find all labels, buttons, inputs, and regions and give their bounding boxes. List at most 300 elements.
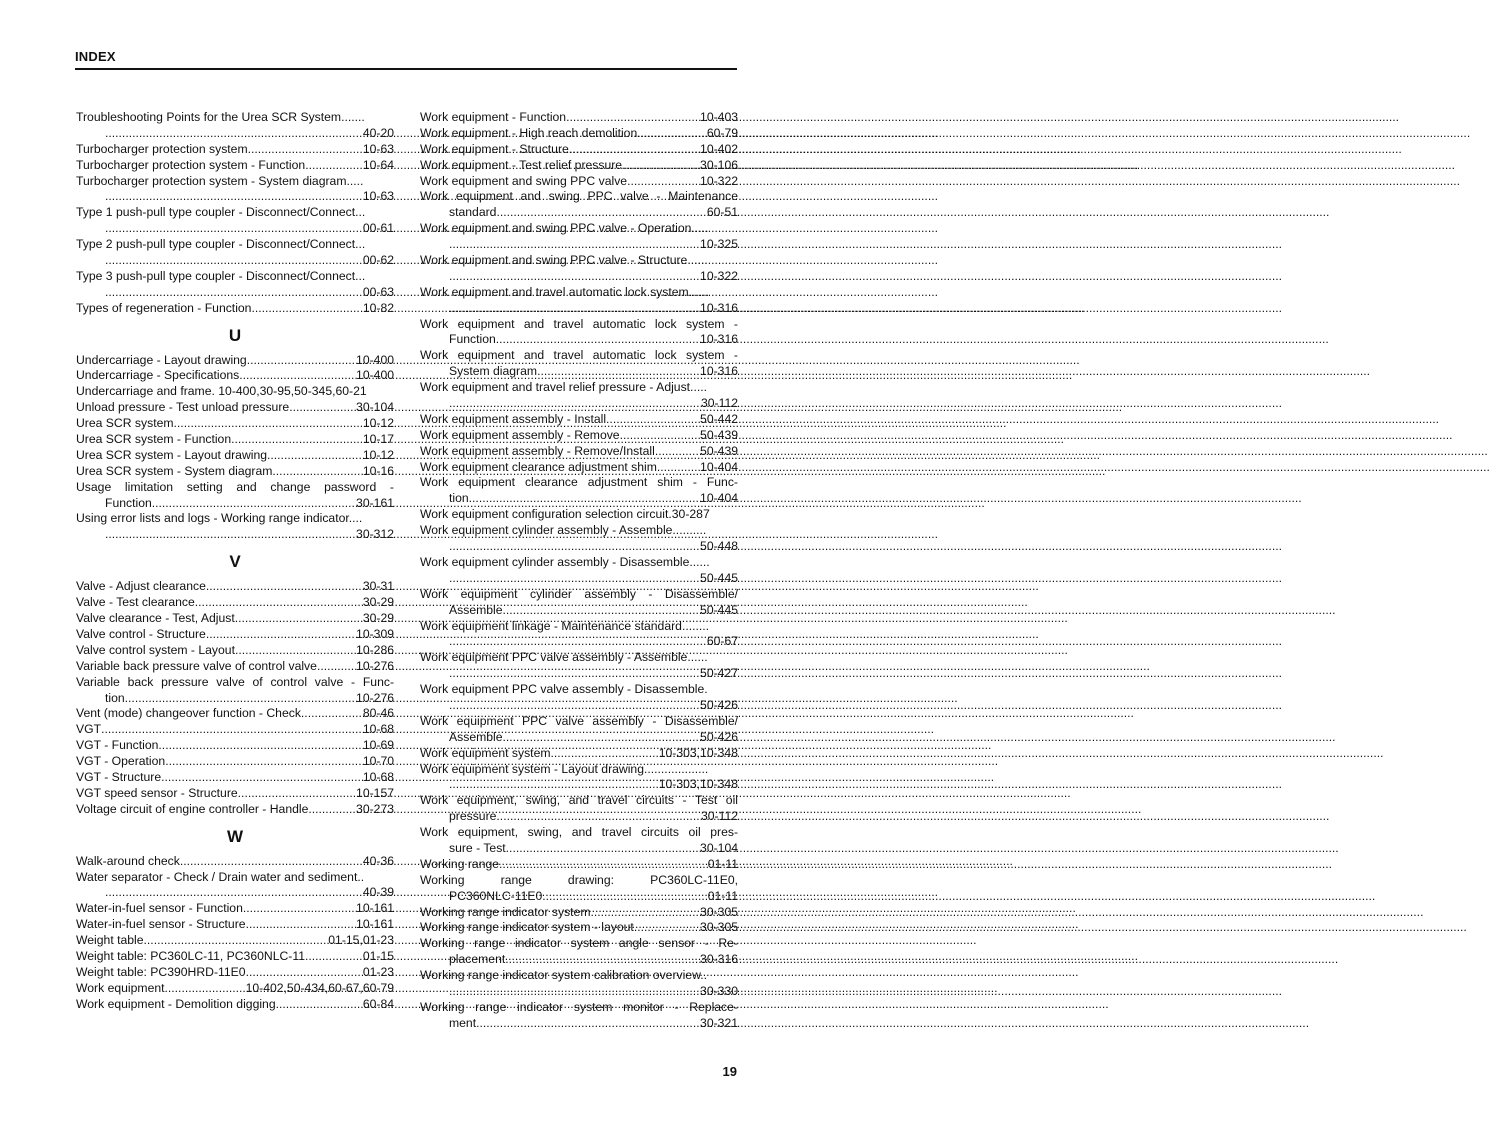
index-entry: [76, 949, 394, 965]
dot-leader: [105, 221, 363, 237]
entry-page-ref: 60-79: [706, 125, 738, 140]
entry-label: Urea SCR system - Function: [76, 432, 232, 447]
index-entry: [420, 412, 738, 428]
dot-leader: [238, 786, 356, 802]
entry-page-ref: 50-439: [700, 443, 738, 458]
index-entry-title: Type 3 push-pull type coupler - Disconnect/Connect...: [76, 268, 366, 283]
entry-page-ref: 00-62: [362, 253, 394, 268]
dot-leader: [289, 400, 356, 416]
dot-leader: [101, 722, 363, 738]
dot-leader: [267, 448, 363, 464]
page-number: 19: [722, 1064, 737, 1079]
entry-label: Working range: [420, 856, 500, 871]
index-entry-continuation: [76, 527, 394, 543]
entry-page-ref: 10-316: [700, 332, 738, 347]
dot-leader: [537, 364, 700, 380]
index-entry-continuation: [420, 237, 738, 253]
dot-leader: [634, 920, 700, 936]
dot-leader: [655, 444, 700, 460]
index-entry-continuation: [76, 126, 394, 142]
index-entry-title: Work equipment linkage - Maintenance standard........: [420, 618, 710, 633]
entry-page-ref: 10-16: [362, 463, 394, 478]
dot-leader: [569, 142, 700, 158]
entry-page-ref: 01-15: [362, 948, 394, 963]
dot-leader: [231, 432, 363, 448]
dot-leader: [449, 698, 700, 714]
entry-label: Work equipment system: [420, 745, 551, 760]
index-entry-title: Work equipment, swing, and travel circuits oil pres-: [420, 825, 738, 840]
dot-leader: [152, 496, 356, 512]
entry-page-ref: 50-426: [700, 697, 738, 712]
index-entry-title: Work equipment cylinder assembly - Disassemble......: [420, 554, 710, 569]
index-entry: [420, 857, 738, 873]
dot-leader: [499, 857, 708, 873]
entry-page-ref: 10-400: [356, 352, 394, 367]
entry-page-ref: 30-305: [700, 904, 738, 919]
entry-page-ref: 10-276: [356, 658, 394, 673]
index-entry-title: Type 1 push-pull type coupler - Disconnect/Connect...: [76, 205, 366, 220]
entry-page-ref: 10-402: [700, 141, 738, 156]
entry-page-ref: 10-322: [700, 173, 738, 188]
entry-page-ref: 10-63: [362, 141, 394, 156]
dot-leader: [235, 643, 356, 659]
index-entry: [420, 444, 738, 460]
dot-leader: [496, 332, 700, 348]
entry-page-ref: 10-161: [356, 917, 394, 932]
index-entry-title: Working range indicator system monitor - Replace-: [420, 999, 738, 1014]
entry-page-ref: 30-106: [700, 157, 738, 172]
index-entry: [76, 611, 394, 627]
dot-leader: [449, 571, 700, 587]
index-entry-continuation: [420, 809, 738, 825]
entry-page-ref: 10-303,10-348: [658, 777, 738, 792]
index-entry: [76, 722, 394, 738]
entry-page-ref: 10-69: [362, 738, 394, 753]
entry-label: VGT - Structure: [76, 769, 162, 784]
entry-label: Valve - Adjust clearance: [76, 579, 206, 594]
dot-leader: [503, 603, 701, 619]
index-entry: [420, 110, 738, 126]
dot-leader: [505, 952, 700, 968]
index-entry-continuation: [420, 841, 738, 857]
dot-leader: [247, 353, 356, 369]
index-entry: [76, 706, 394, 722]
entry-page-ref: 10-403: [700, 110, 738, 124]
entry-page-ref: 60-51: [706, 205, 738, 220]
index-entry: [420, 746, 738, 762]
entry-page-ref: 10-17: [362, 432, 394, 447]
index-entry: [76, 142, 394, 158]
index-entry-continuation: [76, 189, 394, 205]
index-entry: [76, 770, 394, 786]
entry-page-ref: 30-112: [700, 809, 738, 824]
entry-page-ref: 30-104: [700, 840, 738, 855]
entry-label: Water-in-fuel sensor - Function: [76, 901, 243, 916]
dot-leader: [305, 158, 363, 174]
index-entry: [76, 933, 394, 949]
dot-leader: [195, 595, 363, 611]
entry-label: Types of regeneration - Function: [76, 300, 252, 315]
index-entry-continuation: [420, 205, 738, 221]
dot-leader: [308, 802, 356, 818]
entry-page-ref: 10-322: [700, 268, 738, 283]
dot-leader: [620, 428, 700, 444]
dot-leader: [503, 730, 701, 746]
entry-page-ref: 60-84: [362, 996, 394, 1011]
dot-leader: [627, 174, 700, 190]
index-entry: [76, 464, 394, 480]
dot-leader: [566, 110, 700, 126]
entry-label: pressure: [449, 809, 497, 824]
dot-leader: [449, 984, 700, 1000]
entry-page-ref: 01-23: [362, 964, 394, 979]
dot-leader: [251, 301, 362, 317]
index-entry: [420, 174, 738, 190]
dot-leader: [449, 634, 707, 650]
index-entry-continuation: [420, 491, 738, 507]
index-entry-continuation: [420, 889, 738, 905]
dot-leader: [105, 285, 363, 301]
dot-leader: [317, 659, 356, 675]
index-entry: [76, 158, 394, 174]
entry-label: VGT - Operation: [76, 754, 166, 769]
dot-leader: [239, 368, 356, 384]
entry-page-ref: 10-404: [700, 491, 738, 506]
index-entry: [420, 428, 738, 444]
entry-label: Work equipment - High reach demolition: [420, 125, 638, 140]
entry-label: Unload pressure - Test unload pressure: [76, 400, 290, 415]
dot-leader: [276, 997, 363, 1013]
index-entry: [76, 432, 394, 448]
dot-leader: [301, 706, 363, 722]
index-entry-title: Work equipment system - Layout drawing...................: [420, 761, 709, 776]
dot-leader: [165, 981, 246, 997]
entry-page-ref: 30-330: [700, 983, 738, 998]
index-entry-continuation: [420, 603, 738, 619]
entry-page-ref: 30-305: [700, 920, 738, 935]
index-entry-continuation: [420, 730, 738, 746]
index-entry: [420, 920, 738, 936]
index-entry-continuation: [420, 1016, 738, 1032]
entry-page-ref: 30-316: [700, 952, 738, 967]
index-column-right: [420, 110, 738, 1032]
index-entry: [76, 754, 394, 770]
index-entry-title: Work equipment clearance adjustment shim - Func-: [420, 475, 738, 490]
entry-page-ref: 30-29: [362, 611, 394, 626]
entry-label: Work equipment - Test relief pressure: [420, 157, 623, 172]
index-entry: [76, 579, 394, 595]
dot-leader: [449, 777, 659, 793]
index-entry-continuation: [76, 221, 394, 237]
entry-page-ref: 10-325: [700, 237, 738, 252]
index-entry-title: Work equipment and travel automatic lock system -: [420, 348, 738, 363]
entry-label: Assemble: [449, 602, 503, 617]
entry-page-ref: 00-63: [362, 284, 394, 299]
entry-label: Working range indicator system - layout: [420, 920, 634, 935]
entry-page-ref: 10-157: [356, 785, 394, 800]
entry-page-ref: 50-445: [700, 570, 738, 585]
entry-page-ref: 10-316: [700, 300, 738, 315]
index-entry-continuation: [76, 496, 394, 512]
entry-label: Weight table: PC390HRD-11E0: [76, 964, 246, 979]
index-entry-title: Work equipment and swing PPC valve - Operation.....: [420, 221, 709, 236]
entry-page-ref: 10-161: [356, 901, 394, 916]
entry-page-ref: 30-31: [362, 579, 394, 594]
index-entry: [76, 786, 394, 802]
dot-leader: [105, 527, 356, 543]
entry-page-ref: 30-273: [356, 801, 394, 816]
dot-leader: [161, 770, 363, 786]
index-entry-title: Undercarriage and frame. 10-400,30-95,50-345,60-21: [76, 384, 367, 399]
dot-leader: [206, 579, 363, 595]
entry-page-ref: 10-404: [700, 459, 738, 474]
entry-page-ref: 30-312: [356, 527, 394, 542]
entry-page-ref: 30-161: [356, 495, 394, 510]
index-entry-title: Working range drawing: PC360LC-11E0,: [420, 872, 738, 887]
index-entry-title: Work equipment configuration selection circuit.30-287: [420, 507, 710, 522]
index-entry-continuation: [76, 253, 394, 269]
entry-label: Work equipment assembly - Install: [420, 411, 607, 426]
dot-leader: [469, 491, 700, 507]
entry-page-ref: 10-286: [356, 642, 394, 657]
dot-leader: [174, 416, 363, 432]
index-entry-continuation: [420, 984, 738, 1000]
dot-leader: [246, 917, 356, 933]
index-entry-title: Work equipment and travel relief pressure - Adjust.....: [420, 380, 707, 395]
index-entry-title: Variable back pressure valve of control valve - Func-: [76, 674, 394, 689]
dot-leader: [125, 691, 356, 707]
dot-leader: [243, 901, 356, 917]
index-entry-continuation: [420, 301, 738, 317]
entry-label: Function: [449, 332, 496, 347]
entry-page-ref: 10-316: [700, 364, 738, 379]
entry-label: Weight table: PC360LC-11, PC360NLC-11: [76, 948, 305, 963]
section-letter-heading: V: [229, 552, 241, 572]
index-entry: [76, 643, 394, 659]
index-entry-continuation: [420, 396, 738, 412]
index-entry: [76, 416, 394, 432]
index-entry-title: Work equipment and swing PPC valve - Maintenance: [420, 189, 738, 204]
index-entry: [76, 368, 394, 384]
dot-leader: [496, 809, 701, 825]
entry-label: Turbocharger protection system - Function: [76, 157, 306, 172]
section-letter-heading: U: [228, 325, 242, 345]
dot-leader: [165, 754, 363, 770]
entry-page-ref: 10-309: [356, 626, 394, 641]
entry-label: Valve clearance - Test, Adjust: [76, 611, 235, 626]
dot-leader: [542, 889, 707, 905]
index-entry-continuation: [420, 634, 738, 650]
entry-page-ref: 30-29: [362, 595, 394, 610]
entry-label: sure - Test: [449, 840, 506, 855]
index-entry: [76, 854, 394, 870]
entry-label: Work equipment - Structure: [420, 141, 569, 156]
entry-page-ref: 10-70: [362, 754, 394, 769]
index-entry-title: Work equipment and travel automatic lock system......: [420, 284, 710, 299]
index-entry: [76, 448, 394, 464]
index-entry: [76, 981, 394, 997]
dot-leader: [305, 949, 363, 965]
index-entry-title: Work equipment and swing PPC valve - Structure......: [420, 253, 708, 268]
entry-label: Variable back pressure valve of control valve: [76, 658, 317, 673]
page-header-title: INDEX: [75, 49, 116, 64]
entry-label: Vent (mode) changeover function - Check: [76, 706, 301, 721]
dot-leader: [496, 205, 706, 221]
entry-label: Work equipment: [76, 980, 165, 995]
entry-page-ref: 10-82: [362, 300, 394, 315]
entry-label: Work equipment clearance adjustment shim: [420, 459, 657, 474]
entry-label: Work equipment assembly - Remove/Install: [420, 443, 655, 458]
entry-page-ref: 50-448: [700, 539, 738, 554]
entry-label: tion: [449, 491, 469, 506]
index-entry: [76, 917, 394, 933]
index-entry: [76, 997, 394, 1013]
entry-page-ref: 40-39: [362, 885, 394, 900]
entry-page-ref: 10-276: [356, 690, 394, 705]
index-entry: [76, 595, 394, 611]
index-entry-title: Turbocharger protection system - System diagram.....: [76, 173, 364, 188]
dot-leader: [144, 933, 329, 949]
entry-label: Walk-around check: [76, 853, 180, 868]
index-entry: [76, 802, 394, 818]
entry-label: Weight table: [76, 933, 144, 948]
index-entry: [76, 353, 394, 369]
entry-page-ref: 10-400: [356, 368, 394, 383]
index-entry-title: Using error lists and logs - Working range indicator....: [76, 511, 363, 526]
entry-page-ref: 10-68: [362, 722, 394, 737]
entry-page-ref: 30-112: [700, 396, 738, 411]
entry-page-ref: 10-63: [362, 189, 394, 204]
index-entry-continuation: [420, 666, 738, 682]
dot-leader: [449, 269, 700, 285]
entry-page-ref: 10-64: [362, 157, 394, 172]
dot-leader: [622, 158, 700, 174]
dot-leader: [476, 1016, 700, 1032]
entry-label: Valve control - Structure: [76, 626, 206, 641]
index-entry-continuation: [420, 539, 738, 555]
entry-label: Work equipment - Function: [420, 110, 567, 124]
entry-label: Urea SCR system - Layout drawing: [76, 447, 268, 462]
index-entry-continuation: [420, 952, 738, 968]
dot-leader: [180, 854, 363, 870]
index-entry: [76, 301, 394, 317]
entry-label: Working range indicator system: [420, 904, 591, 919]
index-entry-continuation: [76, 885, 394, 901]
header-divider: [75, 68, 737, 70]
dot-leader: [235, 611, 363, 627]
entry-label: Valve - Test clearance: [76, 595, 195, 610]
entry-label: tion: [105, 690, 125, 705]
index-entry: [420, 142, 738, 158]
entry-page-ref: 60-67: [706, 634, 738, 649]
entry-page-ref: 80-46: [362, 706, 394, 721]
index-entry-continuation: [420, 571, 738, 587]
index-entry: [76, 659, 394, 675]
index-entry-title: Work equipment PPC valve assembly - Assemble......: [420, 650, 708, 665]
index-entry-continuation: [420, 364, 738, 380]
dot-leader: [551, 746, 659, 762]
entry-page-ref: 10-12: [362, 416, 394, 431]
index-entry: [76, 901, 394, 917]
index-entry-title: Type 2 push-pull type coupler - Disconnect/Connect...: [76, 237, 366, 252]
index-entry: [76, 738, 394, 754]
index-entry-continuation: [76, 691, 394, 707]
entry-page-ref: 30-104: [356, 400, 394, 415]
dot-leader: [272, 464, 362, 480]
entry-page-ref: 10-303,10-348: [658, 745, 738, 760]
entry-page-ref: 50-426: [700, 729, 738, 744]
entry-page-ref: 50-445: [700, 602, 738, 617]
index-entry: [420, 460, 738, 476]
entry-page-ref: 10-68: [362, 769, 394, 784]
entry-page-ref: 10-402,50-434,60-67,60-79: [245, 980, 394, 995]
entry-page-ref: 10-12: [362, 447, 394, 462]
index-entry-continuation: [76, 285, 394, 301]
index-entry-title: Work equipment, swing, and travel circuits - Test oil: [420, 793, 738, 808]
entry-page-ref: 50-427: [700, 666, 738, 681]
dot-leader: [590, 905, 700, 921]
dot-leader: [449, 301, 700, 317]
index-entry-continuation: [420, 698, 738, 714]
index-entry-continuation: [420, 269, 738, 285]
index-entry-continuation: [420, 332, 738, 348]
entry-page-ref: 50-442: [700, 411, 738, 426]
index-entry: [76, 400, 394, 416]
index-entry-title: Usage limitation setting and change password -: [76, 479, 394, 494]
index-entry: [76, 965, 394, 981]
entry-page-ref: 01-11: [707, 856, 738, 871]
dot-leader: [449, 539, 700, 555]
entry-label: Urea SCR system: [76, 416, 174, 431]
entry-label: Voltage circuit of engine controller - Handle: [76, 801, 309, 816]
entry-label: PC360NLC-11E0: [449, 888, 543, 903]
entry-label: System diagram: [449, 364, 538, 379]
entry-label: VGT speed sensor - Structure: [76, 785, 238, 800]
entry-page-ref: 30-321: [700, 1015, 738, 1030]
entry-label: Function: [105, 495, 152, 510]
dot-leader: [246, 965, 363, 981]
dot-leader: [637, 126, 707, 142]
entry-label: Work equipment and swing PPC valve: [420, 173, 628, 188]
dot-leader: [206, 627, 356, 643]
index-entry-title: Work equipment cylinder assembly - Assemble..........: [420, 523, 707, 538]
dot-leader: [105, 253, 363, 269]
entry-label: Work equipment assembly - Remove: [420, 427, 620, 442]
dot-leader: [105, 189, 363, 205]
index-entry: [76, 627, 394, 643]
dot-leader: [105, 126, 363, 142]
dot-leader: [506, 841, 700, 857]
index-entry-title: Work equipment PPC valve assembly - Disassemble/: [420, 713, 738, 728]
entry-label: Water-in-fuel sensor - Structure: [76, 917, 246, 932]
dot-leader: [606, 412, 700, 428]
entry-label: Work equipment - Demolition digging: [76, 996, 276, 1011]
entry-page-ref: 50-439: [700, 427, 738, 442]
index-entry: [420, 905, 738, 921]
entry-label: Assemble: [449, 729, 503, 744]
entry-label: Undercarriage - Specifications: [76, 368, 240, 383]
index-entry-title: Working range indicator system calibration overview..: [420, 968, 707, 983]
entry-label: VGT - Function: [76, 738, 159, 753]
entry-page-ref: 00-61: [362, 221, 394, 236]
index-entry-title: Water separator - Check / Drain water and sediment..: [76, 869, 365, 884]
dot-leader: [657, 460, 700, 476]
index-entry-title: Work equipment PPC valve assembly - Disassemble.: [420, 682, 708, 697]
dot-leader: [449, 237, 700, 253]
entry-page-ref: 01-11: [707, 888, 738, 903]
entry-label: VGT: [76, 722, 102, 737]
entry-label: standard: [449, 205, 497, 220]
